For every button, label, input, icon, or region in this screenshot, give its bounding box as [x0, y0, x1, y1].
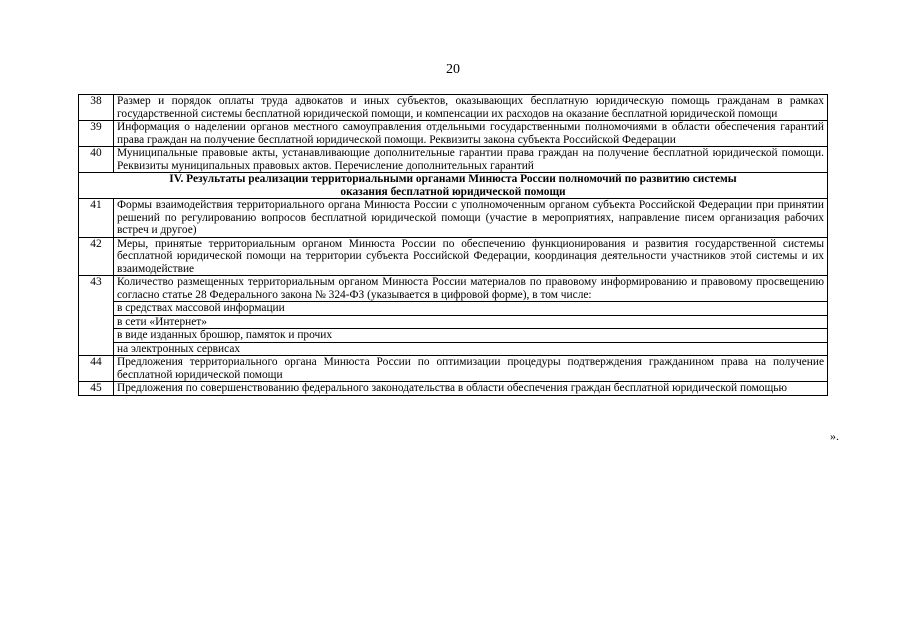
sub-row [79, 302, 828, 316]
row-number: 44 [79, 356, 114, 382]
row-text: Количество размещенных территориальным органом Минюста России материалов по правовому информированию и правовому просвещению согласно статье 28 Федерального закона № 324-ФЗ (указывается в цифровой форме), в том числе: [114, 276, 828, 302]
table-row [79, 95, 828, 121]
sub-row-text: в сети «Интернет» [114, 315, 828, 329]
row-number: 40 [79, 147, 114, 173]
sub-row-text: на электронных сервисах [114, 342, 828, 356]
page-number: 20 [446, 62, 460, 77]
sub-row [79, 315, 828, 329]
closing-quote-mark: ». [830, 429, 839, 443]
row-number: 42 [79, 237, 114, 276]
section-heading [79, 173, 828, 199]
row-number: 39 [79, 121, 114, 147]
row-text: Предложения по совершенствованию федерального законодательства в области обеспечения граждан бесплатной юридической помощью [114, 382, 828, 396]
row-number: 43 [79, 276, 114, 356]
row-text: Информация о наделении органов местного самоуправления отдельными государственными полномочиями в области обеспечения гарантий права граждан на получение бесплатной юридической помощи. Реквизиты закона субъекта Российской Федерации [114, 121, 828, 147]
section-heading-line-1: IV. Результаты реализации территориальными органами Минюста России полномочий по развитию системы [169, 173, 737, 185]
document-table [78, 94, 828, 396]
row-text: Муниципальные правовые акты, устанавливающие дополнительные гарантии права граждан на получение бесплатной юридической помощи. Реквизиты муниципальных правовых актов. Перечисление дополнительных гарантий [114, 147, 828, 173]
sub-row-text: в средствах массовой информации [114, 302, 828, 316]
table-row [79, 147, 828, 173]
row-text: Размер и порядок оплаты труда адвокатов и иных субъектов, оказывающих бесплатную юридическую помощь гражданам в рамках государственной системы бесплатной юридической помощи, и компенсации их расходов на оказание бесплатной юридической помощи [114, 95, 828, 121]
row-number: 38 [79, 95, 114, 121]
table-row [79, 199, 828, 238]
table-row [79, 237, 828, 276]
row-text: Формы взаимодействия территориального органа Минюста России с уполномоченным органом субъекта Российской Федерации при принятии решений по регулированию вопросов бесплатной юридической помощи (участие в мероприятиях, направление писем организация рабочих встреч и другое) [114, 199, 828, 238]
row-text: Предложения территориального органа Минюста России по оптимизации процедуры подтверждения гражданином права на получение бесплатной юридической помощи [114, 356, 828, 382]
table-row [79, 356, 828, 382]
sub-row [79, 329, 828, 343]
section-header-row [79, 173, 828, 199]
sub-row [79, 342, 828, 356]
table-row [79, 382, 828, 396]
row-text: Меры, принятые территориальным органом Минюста России по обеспечению функционирования и развития государственной системы бесплатной юридической помощи на территории субъекта Российской Федерации, координация деятельности участников этой системы и их взаимодействие [114, 237, 828, 276]
row-number: 41 [79, 199, 114, 238]
table-row [79, 276, 828, 302]
section-heading-line-2: оказания бесплатной юридической помощи [340, 185, 566, 198]
table-row [79, 121, 828, 147]
row-number: 45 [79, 382, 114, 396]
sub-row-text: в виде изданных брошюр, памяток и прочих [114, 329, 828, 343]
